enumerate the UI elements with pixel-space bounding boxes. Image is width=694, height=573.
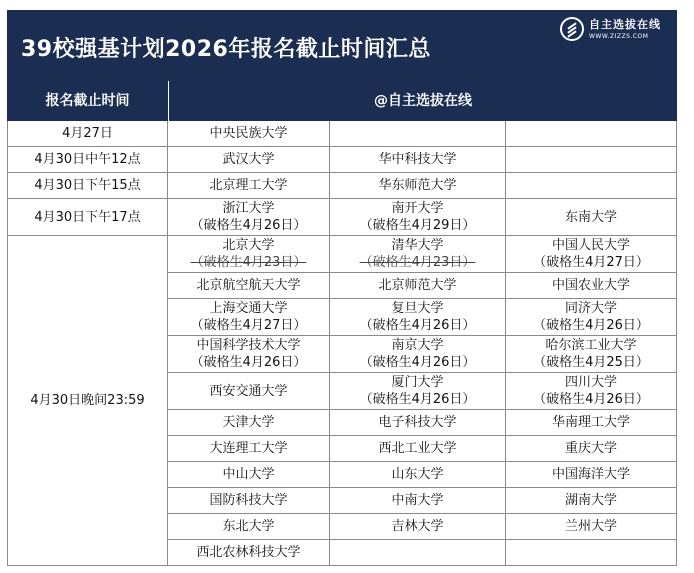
school-name: 重庆大学 — [564, 441, 617, 456]
school-cell — [168, 436, 330, 462]
school-name: 武汉大学 — [222, 152, 275, 167]
school-name: 中南大学 — [391, 493, 444, 508]
school-cell — [506, 410, 677, 436]
school-cell — [168, 121, 330, 147]
deadline-label: 4月30日下午17点 — [34, 209, 141, 225]
school-name: 大连理工大学 — [209, 441, 288, 456]
deadline-label: 4月30日晚间23:59 — [30, 393, 145, 408]
school-cell — [168, 336, 330, 373]
school-name: 华中科技大学 — [378, 152, 457, 167]
school-name: 北京师范大学 — [378, 278, 457, 293]
school-name: 华东师范大学 — [378, 178, 457, 193]
logo-subtext: WWW.ZIZZS.COM — [589, 33, 649, 40]
school-name: 哈尔滨工业大学 — [545, 338, 637, 353]
deadline-cell — [7, 236, 168, 566]
school-cell — [168, 462, 330, 488]
school-cell — [168, 488, 330, 514]
school-name: 北京航空航天大学 — [196, 278, 301, 293]
brand-logo — [560, 15, 672, 45]
school-name: 中国科学技术大学 — [196, 338, 301, 353]
school-name: 厦门大学 — [391, 375, 444, 390]
compass-slash-icon — [560, 17, 584, 41]
school-name: 兰州大学 — [564, 519, 617, 534]
school-cell — [506, 299, 677, 336]
school-cell — [330, 173, 506, 199]
school-name: 中国农业大学 — [551, 278, 630, 293]
school-name: 电子科技大学 — [378, 415, 457, 430]
school-name: 同济大学 — [564, 301, 617, 316]
school-name: 华南理工大学 — [551, 415, 630, 430]
school-name: 湖南大学 — [564, 493, 617, 508]
school-cell — [168, 373, 330, 410]
school-name: 西北工业大学 — [378, 441, 457, 456]
deadline-cell — [7, 199, 168, 236]
school-cell — [168, 199, 330, 236]
school-cell — [330, 373, 506, 410]
empty-cell — [330, 121, 506, 147]
school-cell — [330, 514, 506, 540]
empty-cell — [506, 540, 677, 566]
school-name: 西安交通大学 — [209, 383, 288, 399]
school-name: 清华大学 — [391, 238, 444, 253]
school-name: 中国海洋大学 — [551, 467, 630, 482]
exception-deadline-note: （破格生4月26日） — [533, 392, 649, 407]
deadline-label: 4月30日下午15点 — [34, 178, 141, 193]
empty-cell — [330, 540, 506, 566]
school-cell — [330, 199, 506, 236]
exception-deadline-note: （破格生4月25日） — [533, 355, 649, 370]
exception-deadline-note: （破格生4月23日） — [359, 255, 476, 270]
header-schools: @自主选拔在线 — [374, 93, 472, 109]
school-cell — [168, 299, 330, 336]
exception-deadline-note: （破格生4月26日） — [359, 355, 476, 370]
exception-deadline-note: （破格生4月26日） — [359, 318, 476, 333]
school-cell — [506, 462, 677, 488]
page-title: 39校强基计划2026年报名截止时间汇总 — [21, 37, 431, 62]
school-name: 东南大学 — [564, 209, 617, 225]
school-cell — [330, 336, 506, 373]
table-header — [7, 81, 677, 121]
school-name: 四川大学 — [564, 375, 617, 390]
header-deadline: 报名截止时间 — [45, 93, 130, 109]
exception-deadline-note: （破格生4月27日） — [190, 318, 307, 333]
school-name: 中央民族大学 — [209, 126, 288, 141]
school-cell — [168, 236, 330, 273]
school-name: 东北大学 — [222, 519, 275, 534]
logo-text: 自主选拔在线 — [589, 18, 661, 31]
school-name: 北京大学 — [222, 238, 275, 253]
school-cell — [168, 514, 330, 540]
school-cell — [506, 273, 677, 299]
school-name: 山东大学 — [391, 467, 444, 482]
deadline-label: 4月27日 — [62, 126, 113, 141]
school-name: 南开大学 — [391, 201, 444, 216]
school-name: 北京理工大学 — [209, 178, 288, 193]
school-cell — [506, 336, 677, 373]
school-name: 上海交通大学 — [209, 301, 288, 316]
exception-deadline-note: （破格生4月26日） — [533, 318, 649, 333]
school-name: 南京大学 — [391, 338, 444, 353]
deadline-cell — [7, 173, 168, 199]
school-name: 中山大学 — [222, 467, 275, 482]
empty-cell — [506, 173, 677, 199]
exception-deadline-note: （破格生4月26日） — [359, 392, 476, 407]
school-name: 西北农林科技大学 — [196, 545, 301, 560]
school-cell — [506, 436, 677, 462]
school-cell — [330, 299, 506, 336]
title-banner — [7, 10, 677, 81]
school-name: 国防科技大学 — [209, 493, 288, 508]
school-cell — [168, 273, 330, 299]
school-name: 吉林大学 — [391, 519, 444, 534]
school-cell — [506, 488, 677, 514]
exception-deadline-note: （破格生4月26日） — [190, 355, 307, 370]
school-cell — [168, 540, 330, 566]
school-name: 复旦大学 — [391, 301, 444, 316]
school-cell — [330, 488, 506, 514]
school-cell — [506, 514, 677, 540]
school-name: 中国人民大学 — [551, 238, 630, 253]
school-cell — [330, 273, 506, 299]
school-cell — [168, 147, 330, 173]
exception-deadline-note: （破格生4月27日） — [533, 255, 649, 270]
school-name: 天津大学 — [222, 415, 275, 430]
empty-cell — [506, 147, 677, 173]
school-name: 浙江大学 — [222, 201, 275, 216]
deadline-cell — [7, 147, 168, 173]
deadline-table — [7, 121, 677, 562]
school-cell — [330, 147, 506, 173]
exception-deadline-note: （破格生4月26日） — [190, 218, 307, 233]
exception-deadline-note: （破格生4月23日） — [190, 255, 307, 270]
deadline-label: 4月30日中午12点 — [34, 152, 141, 167]
school-cell — [506, 236, 677, 273]
school-cell — [330, 410, 506, 436]
school-cell — [506, 373, 677, 410]
deadline-cell — [7, 121, 168, 147]
exception-deadline-note: （破格生4月29日） — [359, 218, 476, 233]
school-cell — [330, 236, 506, 273]
empty-cell — [506, 121, 677, 147]
school-cell — [330, 436, 506, 462]
school-cell — [506, 199, 677, 236]
school-cell — [330, 462, 506, 488]
school-cell — [168, 173, 330, 199]
school-cell — [168, 410, 330, 436]
